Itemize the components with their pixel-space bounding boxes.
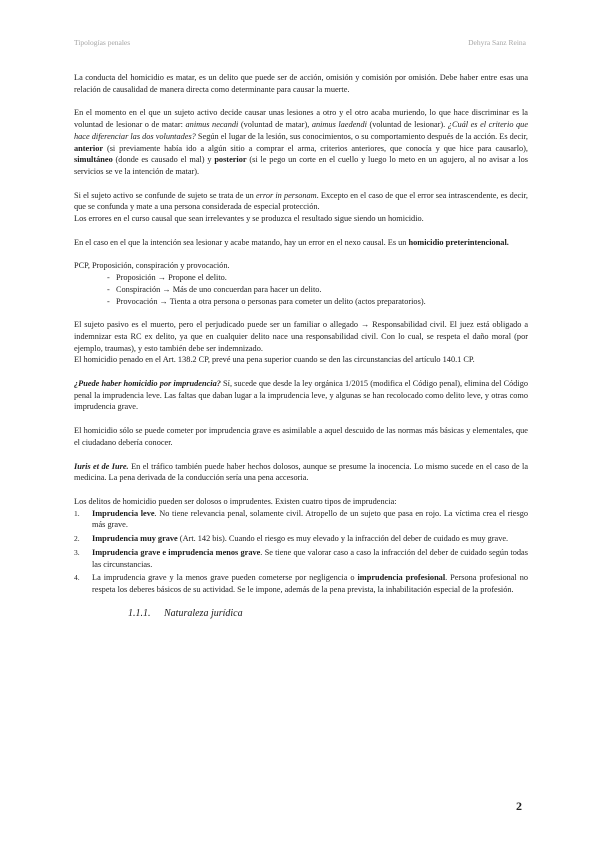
term-animus-laedendi: animus laedendi	[311, 120, 367, 130]
list-item: 1. Imprudencia leve. No tiene relevancia penal, solamente civil. Atropello de un sujeto que pasa en rojo. La víctima crea el riesgo más grave.	[74, 508, 528, 530]
term-homicidio-preterintencional: homicidio preterintencional.	[408, 237, 509, 247]
question-criterio: ¿Cuál es el criterio que hace diferenciar las dos voluntades?	[74, 120, 528, 141]
paragraph-voluntad: En el momento en el que un sujeto activo decide causar unas lesiones a otro y el otro acaba muriendo, lo que hace discriminar es la voluntad de lesionar o de matar: animus necandi (voluntad de matar), animus laedendi (voluntad de lesionar). ¿Cuál es el criterio que hace diferenciar las dos voluntades? Según el lugar de la lesión, sus conocimientos, o su comportamiento después de la acción. Es decir, anterior (si previamente había ido a algún sitio a comprar el arma, criterios anteriores, que conocía y que hice para causarlo), simultáneo (donde es causado el mal) y posterior (si le pego un corte en el cuello y luego lo meto en un agujero, al no avisar a los servicios se ve la intención de matar).	[74, 108, 528, 176]
section-heading	[74, 608, 528, 620]
list-item: 4. La imprudencia grave y la menos grave pueden cometerse por negligencia o imprudencia profesional. Persona profesional no respeta los deberes básicos de su actividad. Se le impone, además de la pena prevista, la inhabilitación especial de la profesión.	[74, 573, 529, 594]
list-item: - Proposición → Propone el delito.	[107, 273, 227, 283]
term-posterior: posterior	[214, 155, 247, 165]
section-title: Naturaleza jurídica	[164, 607, 243, 619]
term-iuris-et-de-iure: Iuris et de Iure.	[74, 461, 129, 471]
paragraph-iuris: Iuris et de Iure. En el tráfico también puede haber hechos dolosos, aunque se presume la inocencia. Lo mismo sucede en el caso de la medicina. La pena derivada de la conducción sería una pena accesoria.	[74, 461, 528, 483]
term-animus-necandi: animus necandi	[185, 120, 239, 130]
paragraph-imprudencia: ¿Puede haber homicidio por imprudencia? Sí, sucede que desde la ley orgánica 1/2015 (modifica el Código penal), elimina del Código penal la imprudencia leve. Las faltas que daban lugar a la imprudencia leve, y algunas se han recolocado como delito leve, y otras como imprudencia grave.	[74, 379, 528, 412]
term-error-in-personam: error in personam	[255, 190, 317, 200]
paragraph-curso-causal: Los errores en el curso causal que sean irrelevantes y se produzca el resultado sigue siendo un homicidio.	[74, 214, 424, 224]
paragraph-sujeto-pasivo: El sujeto pasivo es el muerto, pero el perjudicado puede ser un familiar o allegado → Responsabilidad civil. El juez está obligado a indemnizar esta RC ex delito, ya que en cualquier delito nace una responsabilidad civil. Con lo cual, se respeta el daño moral (por ejemplo, traumas), y esto también debe ser indemnizado.	[74, 320, 528, 353]
list-item: - Conspiración → Más de uno concuerdan para hacer un delito.	[107, 284, 322, 294]
section-number: 1.1.1.	[128, 607, 151, 619]
list-item: 3. Imprudencia grave e imprudencia menos grave. Se tiene que valorar caso a caso la infracción del deber de cuidado según todas las circunstancias.	[74, 547, 528, 569]
imprudence-types-list	[74, 508, 528, 596]
pcp-intro: PCP, Proposición, conspiración y provocación.	[74, 261, 230, 271]
paragraph-preterintencional: En el caso en el que la intención sea lesionar y acabe matando, hay un error en el nexo causal. Es un homicidio preterintencional.	[74, 237, 509, 247]
paragraph-conduct: La conducta del homicidio es matar, es un delito que puede ser de acción, omisión y comisión por omisión. Debe haber entre esas una relación de causalidad de manera directa como determinante para causar la muerte.	[74, 73, 528, 94]
page-number: 2	[516, 799, 522, 813]
page-header	[74, 38, 526, 47]
types-intro: Los delitos de homicidio pueden ser dolosos o imprudentes. Existen cuatro tipos de imprudencia:	[74, 496, 397, 506]
pcp-list	[74, 272, 528, 307]
term-anterior: anterior	[74, 143, 104, 153]
question-imprudencia: ¿Puede haber homicidio por imprudencia?	[74, 379, 221, 389]
list-item: 2. Imprudencia muy grave (Art. 142 bis). Cuando el riesgo es muy elevado y la infracción del deber de cuidado es muy grave.	[74, 534, 509, 544]
paragraph-error: Si el sujeto activo se confunde de sujeto se trata de un error in personam. Excepto en el caso de que el error sea intrascendente, es decir, que se confunda y mate a una persona considerada de especial protección.	[74, 190, 528, 212]
paragraph-art-138: El homicidio penado en el Art. 138.2 CP, prevé una pena superior cuando se den las circunstancias del artículo 140.1 CP.	[74, 355, 475, 365]
list-item: - Provocación → Tienta a otra persona o personas para cometer un delito (actos preparatorios).	[107, 296, 426, 306]
paragraph-imprudencia-grave: El homicidio sólo se puede cometer por imprudencia grave es asimilable a aquel descuido de las normas más básicas y elementales, que el ciudadano debería conocer.	[74, 426, 528, 447]
header-left: Tipologías penales	[74, 38, 131, 47]
term-simultaneo: simultáneo	[74, 155, 113, 165]
document-body	[74, 72, 528, 619]
header-right: Dehyra Sanz Reina	[468, 38, 526, 47]
